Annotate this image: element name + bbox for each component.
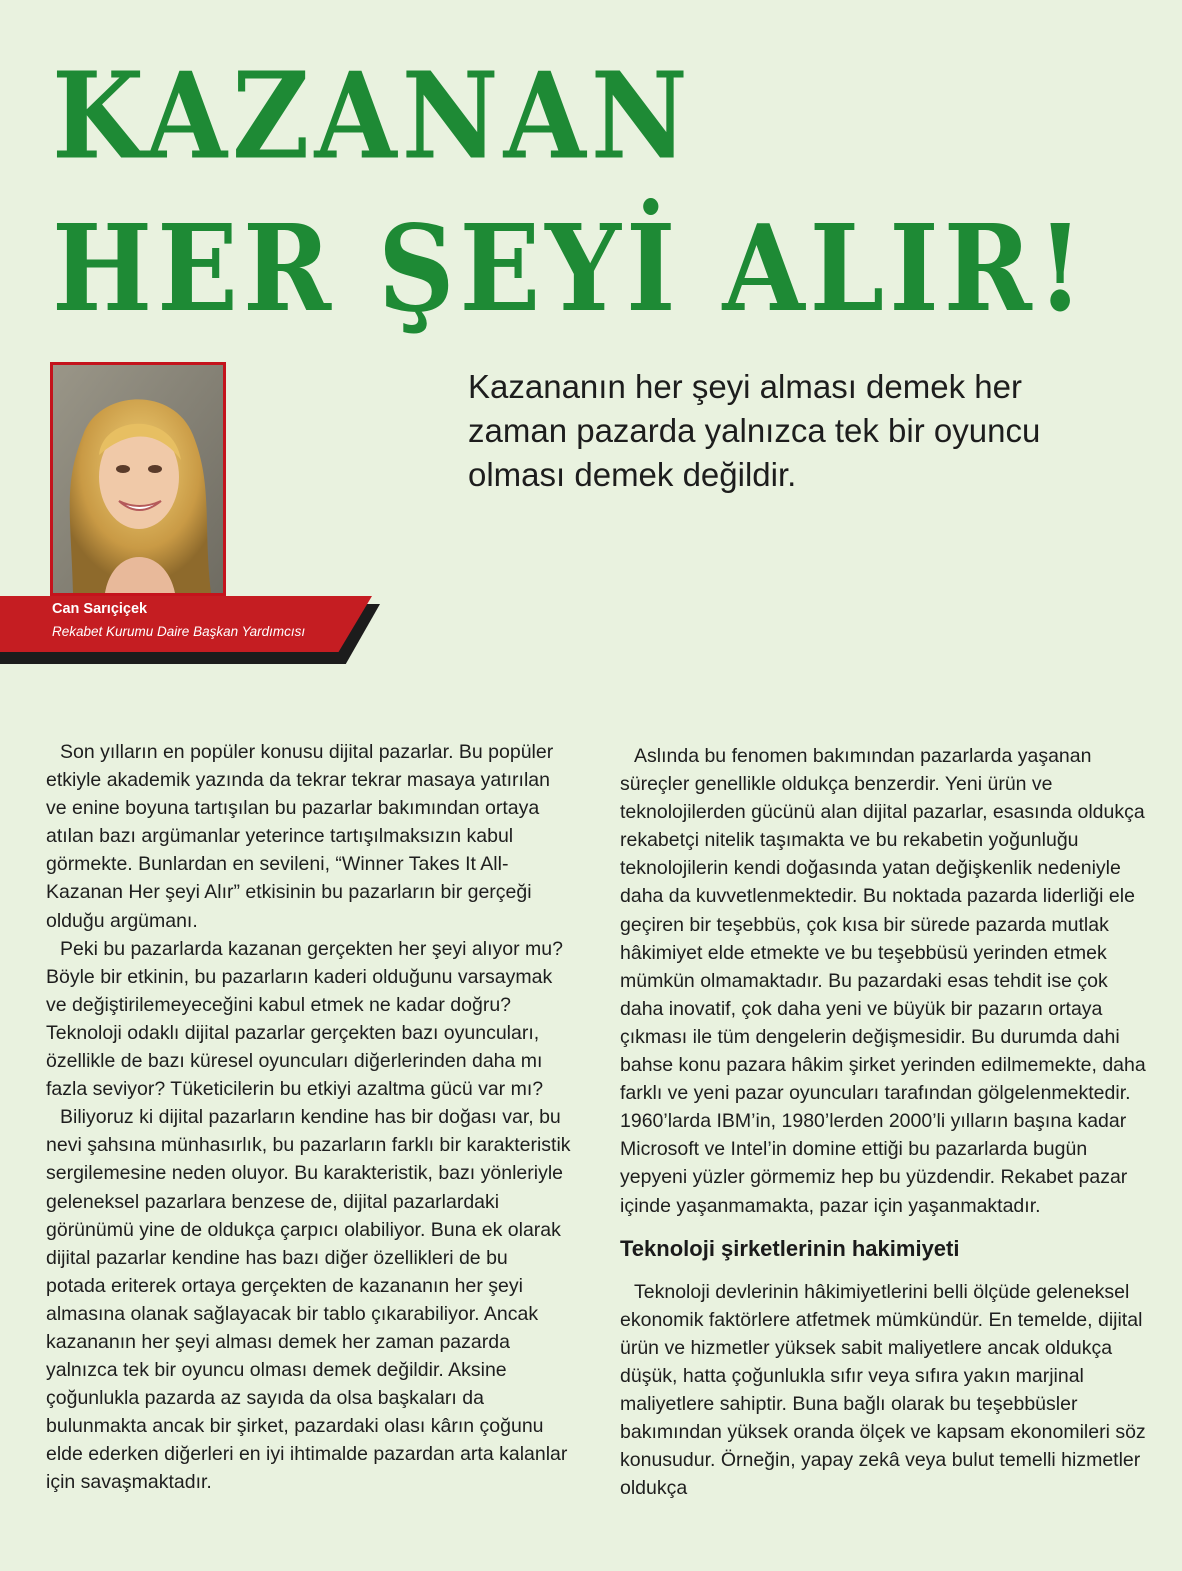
headline	[52, 40, 1088, 345]
body-paragraph: Peki bu pazarlarda kazanan gerçekten her şeyi alıyor mu? Böyle bir etkinin, bu pazarların kaderi olduğunu varsaymak ve değiştirilemeyeceğini kabul etmek ne kadar doğru? Teknoloji odaklı dijital pazarlar gerçekten bazı oyuncuları, özellikle de bazı küresel oyuncuları diğerlerinden daha mı fazla seviyor? Tüketicilerin bu etkiyi azaltma gücü var mı?	[46, 937, 563, 1101]
author-role: Rekabet Kurumu Daire Başkan Yardımcısı	[52, 624, 306, 639]
section-heading: Teknoloji şirketlerinin hakimiyeti	[620, 1235, 960, 1261]
author-name: Can Sarıçiçek	[52, 601, 148, 617]
left-column	[46, 738, 571, 1497]
headline-line-2: HER ŞEYİ ALIR!	[52, 197, 1089, 338]
headline-line-1: KAZANAN	[52, 45, 693, 186]
body-paragraph: Son yılların en popüler konusu dijital pazarlar. Bu popüler etkiyle akademik yazında da tekrar tekrar masaya yatırılan ve enine boyuna tartışılan bu pazarlar bakımından ortaya atılan bazı argümanlar yeterince tartışılmaksızın kabul görmekte. Bunlardan en sevileni, “Winner Takes It All-Kazanan Her şeyi Alır” etkisinin bu pazarların bir gerçeği olduğu argümanı.	[46, 741, 554, 932]
author-portrait-image	[53, 365, 223, 593]
body-paragraph: Aslında bu fenomen bakımından pazarlarda yaşanan süreçler genellikle oldukça benzerdir. Yeni ürün ve teknolojilerden gücünü alan dijital pazarlar, esasında oldukça rekabetçi nitelik taşımakta ve bu rekabetin yoğunluğu teknolojilerin kendi doğasında yatan değişkenlik nedeniyle daha da kuvvetlenmektedir. Bu noktada pazarda liderliği ele geçiren bir teşebbüs, çok kısa bir sürede pazarda mutlak hâkimiyet elde etmekte ve bu teşebbüsü yerinden etmek mümkün olmamaktadır. Bu pazardaki esas tehdit ise çok daha inovatif, çok daha yeni ve büyük bir pazarın ortaya çıkması ile tüm dengelerin değişmesidir. Bu durumda dahi bahse konu pazara hâkim şirket yerinden edilmemekte, daha farklı ve yeni pazar oyuncuları tarafından gölgelenmektedir. 1960’larda IBM’in, 1980’lerden 2000’li yılların başına kadar Microsoft ve Intel’in domine ettiği bu pazarlarda bugün yepyeni yüzler görmemiz hep bu yüzdendir. Rekabet pazar içinde yaşanmamakta, pazar için yaşanmaktadır.	[620, 745, 1146, 1217]
right-column	[620, 742, 1150, 1502]
body-paragraph: Biliyoruz ki dijital pazarların kendine has bir doğası var, bu nevi şahsına münhasırlık, bu pazarların farklı bir karakteristik sergilemesine neden oluyor. Bu karakteristik, bazı yönleriyle geleneksel pazarlara benzese de, dijital pazarlardaki görünümü yine de oldukça çarpıcı olabiliyor. Buna ek olarak dijital pazarlar kendine has bazı diğer özellikleri de bu potada eriterek ortaya gerçekten de kazananın her şeyi almasına olanak sağlayacak bir tablo çıkarabiliyor. Ancak kazananın her şeyi alması demek her zaman pazarda yalnızca tek bir oyuncu olması demek değildir. Aksine çoğunlukla pazarda az sayıda da olsa başkaları da bulunmakta ancak bir şirket, pazardaki olası kârın çoğunu elde ederken diğerleri en iyi ihtimalde pazardan arta kalanlar için savaşmaktadır.	[46, 1106, 571, 1494]
body-paragraph: Teknoloji devlerinin hâkimiyetlerini belli ölçüde geleneksel ekonomik faktörlere atfetmek mümkündür. En temelde, dijital ürün ve hizmetler yüksek sabit maliyetlere ancak oldukça düşük, hatta çoğunlukla sıfır veya sıfıra yakın marjinal maliyetlere sahiptir. Buna bağlı olarak bu teşebbüsler bakımından yüksek oranda ölçek ve kapsam ekonomileri söz konusudur. Örneğin, yapay zekâ veya bulut temelli hizmetler oldukça	[620, 1280, 1146, 1500]
pull-quote: Kazananın her şeyi alması demek her zaman pazarda yalnızca tek bir oyuncu olması demek değildir.	[468, 368, 1041, 493]
author-photo	[50, 362, 226, 596]
